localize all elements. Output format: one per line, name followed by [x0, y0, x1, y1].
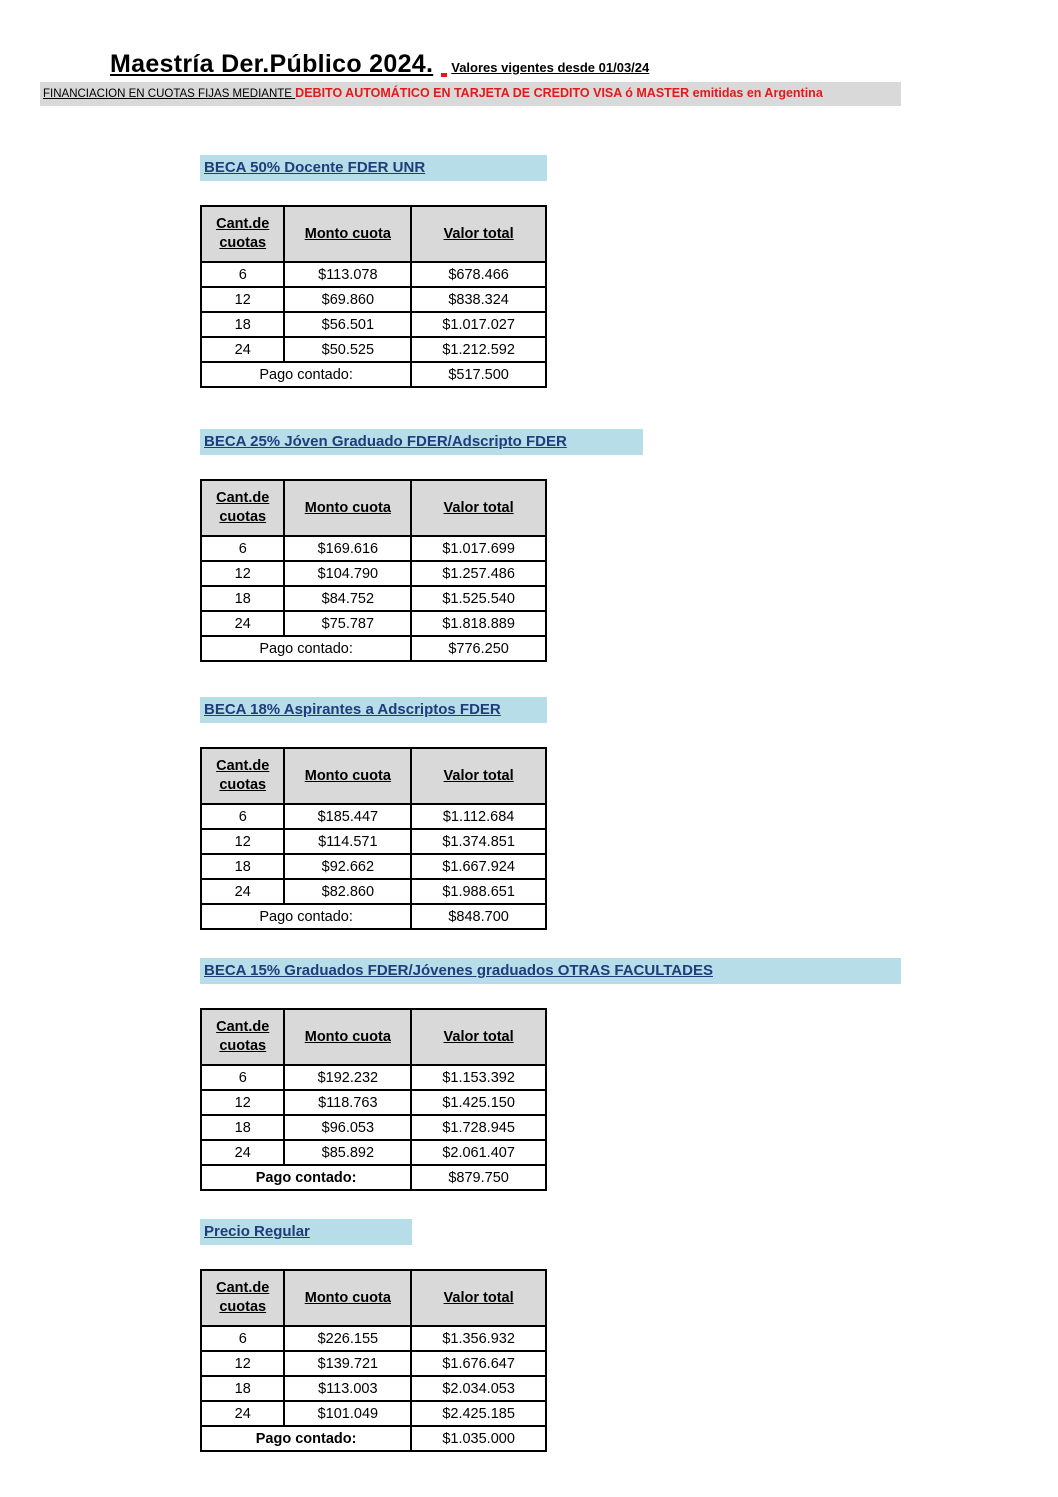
header-valor-total: Valor total	[411, 480, 546, 536]
cash-payment-label: Pago contado:	[201, 362, 411, 387]
cell-monto-cuota: $96.053	[284, 1115, 411, 1140]
cell-monto-cuota: $92.662	[284, 854, 411, 879]
header-valor-total: Valor total	[411, 1270, 546, 1326]
header-cuotas: Cant.de cuotas	[201, 206, 284, 262]
cash-payment-row	[201, 1426, 546, 1451]
cash-payment-value: $517.500	[411, 362, 546, 387]
cash-payment-row	[201, 904, 546, 929]
cell-valor-total: $1.676.647	[411, 1351, 546, 1376]
cell-monto-cuota: $226.155	[284, 1326, 411, 1351]
financing-banner	[40, 82, 901, 106]
cell-cuotas: 12	[201, 561, 284, 586]
header-monto-cuota: Monto cuota	[284, 206, 411, 262]
cash-payment-value: $879.750	[411, 1165, 546, 1190]
table-row	[201, 829, 546, 854]
scholarship-section	[200, 429, 643, 662]
cell-valor-total: $1.425.150	[411, 1090, 546, 1115]
table-header-row	[201, 206, 546, 262]
cell-monto-cuota: $185.447	[284, 804, 411, 829]
cell-valor-total: $1.153.392	[411, 1065, 546, 1090]
cash-payment-label: Pago contado:	[201, 636, 411, 661]
quota-table	[200, 205, 547, 388]
table-row	[201, 337, 546, 362]
table-row	[201, 287, 546, 312]
header-monto-cuota: Monto cuota	[284, 748, 411, 804]
cell-cuotas: 24	[201, 611, 284, 636]
cell-monto-cuota: $75.787	[284, 611, 411, 636]
cell-valor-total: $1.374.851	[411, 829, 546, 854]
table-row	[201, 586, 546, 611]
table-header-row	[201, 1270, 546, 1326]
section-title: BECA 18% Aspirantes a Adscriptos FDER	[200, 697, 547, 723]
red-marker	[441, 73, 447, 77]
section-title: BECA 25% Jóven Graduado FDER/Adscripto FDER	[200, 429, 643, 455]
cell-cuotas: 12	[201, 1090, 284, 1115]
cell-monto-cuota: $101.049	[284, 1401, 411, 1426]
table-row	[201, 312, 546, 337]
cell-cuotas: 12	[201, 287, 284, 312]
cell-valor-total: $1.212.592	[411, 337, 546, 362]
cell-monto-cuota: $82.860	[284, 879, 411, 904]
table-row	[201, 262, 546, 287]
cell-cuotas: 18	[201, 1376, 284, 1401]
header-valor-total: Valor total	[411, 1009, 546, 1065]
cell-valor-total: $1.988.651	[411, 879, 546, 904]
title-row	[110, 50, 649, 79]
cash-payment-row	[201, 1165, 546, 1190]
financing-highlight: DEBITO AUTOMÁTICO EN TARJETA DE CREDITO VISA ó MASTER emitidas en Argentina	[295, 86, 823, 100]
cash-payment-value: $776.250	[411, 636, 546, 661]
cell-valor-total: $1.017.699	[411, 536, 546, 561]
quota-table	[200, 747, 547, 930]
table-header-row	[201, 480, 546, 536]
cell-cuotas: 24	[201, 879, 284, 904]
cell-cuotas: 18	[201, 312, 284, 337]
cash-payment-label: Pago contado:	[201, 1165, 411, 1190]
header-cuotas: Cant.de cuotas	[201, 1270, 284, 1326]
cash-payment-value: $848.700	[411, 904, 546, 929]
table-row	[201, 1326, 546, 1351]
cell-cuotas: 24	[201, 1140, 284, 1165]
scholarship-section	[200, 155, 547, 388]
cell-valor-total: $2.034.053	[411, 1376, 546, 1401]
cell-valor-total: $1.728.945	[411, 1115, 546, 1140]
table-row	[201, 536, 546, 561]
cell-cuotas: 12	[201, 1351, 284, 1376]
page-title: Maestría Der.Público 2024.	[110, 50, 434, 78]
cash-payment-label: Pago contado:	[201, 904, 411, 929]
cell-valor-total: $1.112.684	[411, 804, 546, 829]
cell-valor-total: $1.525.540	[411, 586, 546, 611]
cell-monto-cuota: $169.616	[284, 536, 411, 561]
cash-payment-value: $1.035.000	[411, 1426, 546, 1451]
section-title: BECA 15% Graduados FDER/Jóvenes graduados OTRAS FACULTADES	[200, 958, 901, 984]
cell-valor-total: $838.324	[411, 287, 546, 312]
cell-monto-cuota: $113.078	[284, 262, 411, 287]
cash-payment-label: Pago contado:	[201, 1426, 411, 1451]
cell-monto-cuota: $114.571	[284, 829, 411, 854]
cell-cuotas: 24	[201, 1401, 284, 1426]
cell-monto-cuota: $118.763	[284, 1090, 411, 1115]
cell-monto-cuota: $56.501	[284, 312, 411, 337]
cell-cuotas: 6	[201, 262, 284, 287]
table-row	[201, 1140, 546, 1165]
quota-table	[200, 1008, 547, 1191]
header-cuotas: Cant.de cuotas	[201, 480, 284, 536]
financing-prefix: FINANCIACION EN CUOTAS FIJAS MEDIANTE	[43, 88, 296, 100]
cell-valor-total: $1.017.027	[411, 312, 546, 337]
header-monto-cuota: Monto cuota	[284, 480, 411, 536]
cell-cuotas: 6	[201, 536, 284, 561]
table-header-row	[201, 1009, 546, 1065]
cell-valor-total: $2.425.185	[411, 1401, 546, 1426]
cell-valor-total: $1.667.924	[411, 854, 546, 879]
cash-payment-row	[201, 362, 546, 387]
scholarship-section	[200, 958, 901, 1191]
cell-monto-cuota: $84.752	[284, 586, 411, 611]
scholarship-section	[200, 1219, 547, 1452]
cell-monto-cuota: $50.525	[284, 337, 411, 362]
quota-table	[200, 1269, 547, 1452]
table-row	[201, 1065, 546, 1090]
cell-cuotas: 18	[201, 854, 284, 879]
cell-valor-total: $1.818.889	[411, 611, 546, 636]
cell-cuotas: 6	[201, 1065, 284, 1090]
cell-valor-total: $678.466	[411, 262, 546, 287]
cell-monto-cuota: $192.232	[284, 1065, 411, 1090]
header-valor-total: Valor total	[411, 748, 546, 804]
header-monto-cuota: Monto cuota	[284, 1009, 411, 1065]
cell-monto-cuota: $139.721	[284, 1351, 411, 1376]
scholarship-section	[200, 697, 547, 930]
cell-valor-total: $2.061.407	[411, 1140, 546, 1165]
header-valor-total: Valor total	[411, 206, 546, 262]
table-row	[201, 1090, 546, 1115]
cell-monto-cuota: $85.892	[284, 1140, 411, 1165]
cell-valor-total: $1.356.932	[411, 1326, 546, 1351]
table-row	[201, 1401, 546, 1426]
cell-cuotas: 6	[201, 804, 284, 829]
table-row	[201, 561, 546, 586]
cash-payment-row	[201, 636, 546, 661]
table-row	[201, 804, 546, 829]
section-title: Precio Regular	[200, 1219, 412, 1245]
table-row	[201, 1351, 546, 1376]
cell-monto-cuota: $104.790	[284, 561, 411, 586]
cell-cuotas: 12	[201, 829, 284, 854]
cell-cuotas: 6	[201, 1326, 284, 1351]
table-header-row	[201, 748, 546, 804]
table-row	[201, 1376, 546, 1401]
cell-cuotas: 18	[201, 586, 284, 611]
table-row	[201, 854, 546, 879]
quota-table	[200, 479, 547, 662]
cell-cuotas: 18	[201, 1115, 284, 1140]
cell-cuotas: 24	[201, 337, 284, 362]
header-cuotas: Cant.de cuotas	[201, 748, 284, 804]
table-row	[201, 611, 546, 636]
header-monto-cuota: Monto cuota	[284, 1270, 411, 1326]
cell-monto-cuota: $113.003	[284, 1376, 411, 1401]
table-row	[201, 1115, 546, 1140]
header-cuotas: Cant.de cuotas	[201, 1009, 284, 1065]
table-row	[201, 879, 546, 904]
section-title: BECA 50% Docente FDER UNR	[200, 155, 547, 181]
valid-from-date: Valores vigentes desde 01/03/24	[451, 60, 650, 75]
cell-monto-cuota: $69.860	[284, 287, 411, 312]
cell-valor-total: $1.257.486	[411, 561, 546, 586]
